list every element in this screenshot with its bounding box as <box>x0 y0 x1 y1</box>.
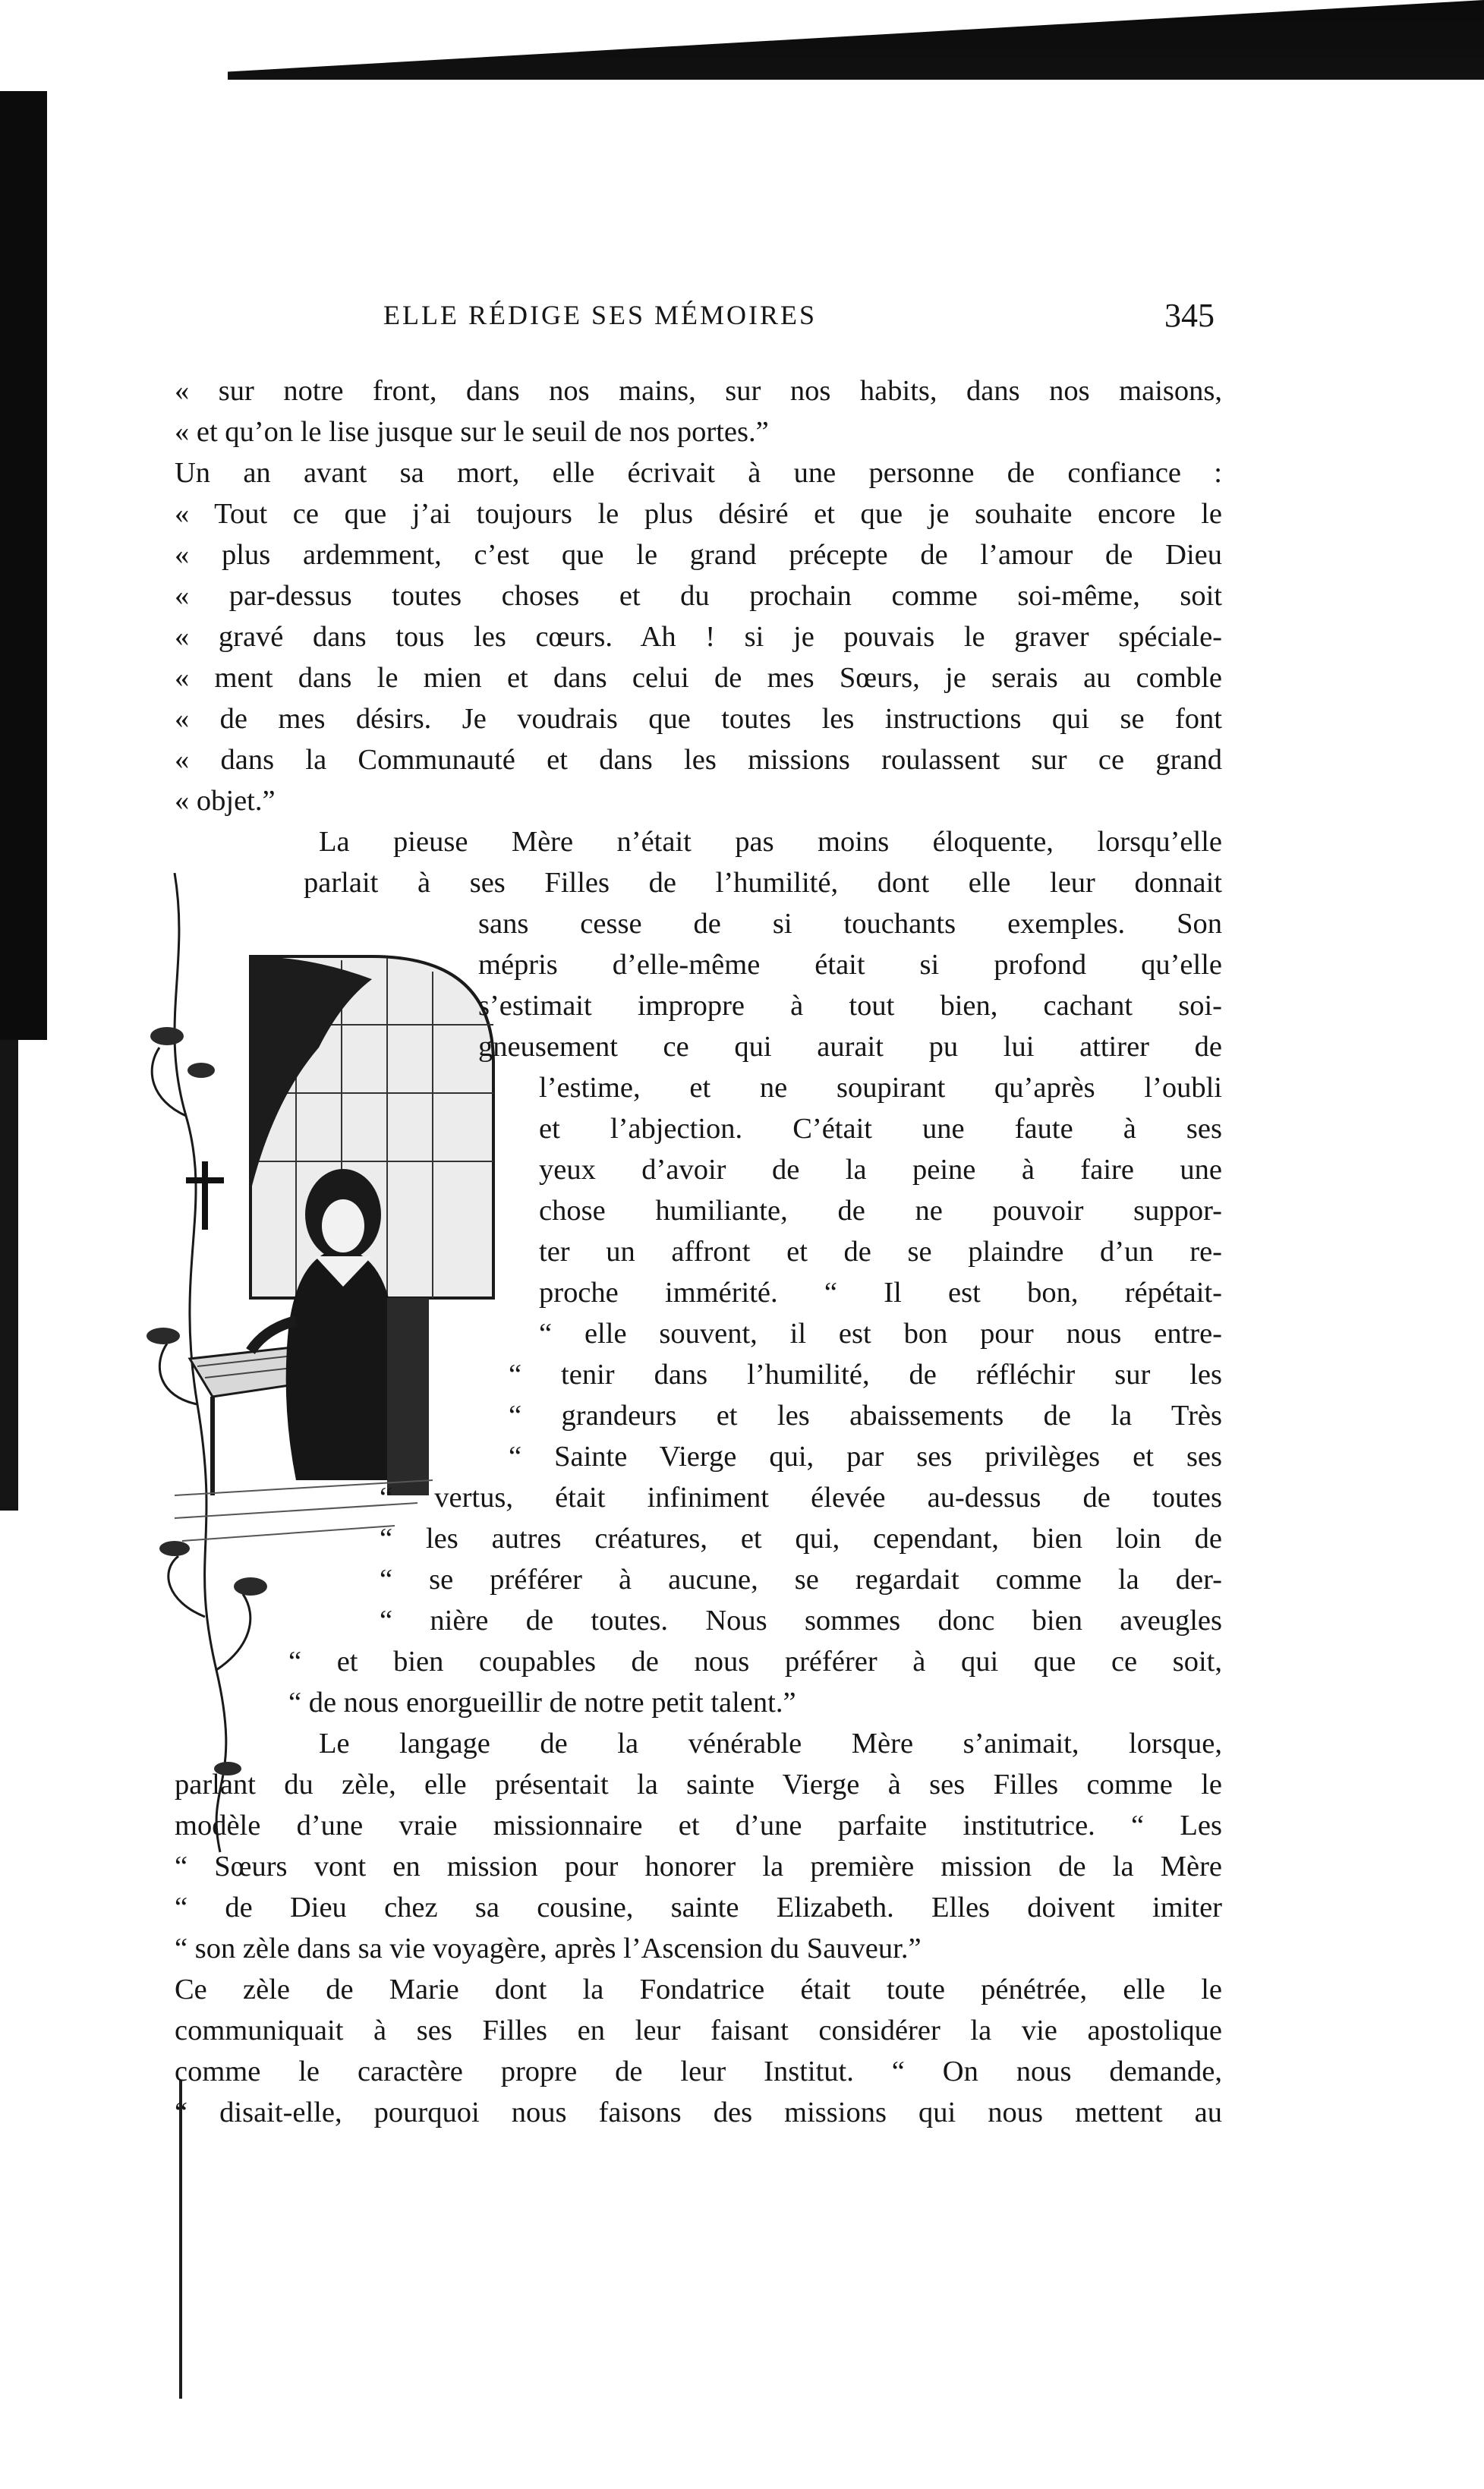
text-line: Ce zèle de Marie dont la Fondatrice était toute pénétrée, elle le <box>175 1974 1222 2005</box>
text-line: parlant du zèle, elle présentait la sainte Vierge à ses Filles comme le <box>175 1769 1222 1801</box>
text-line: “ grandeurs et les abaissements de la Très <box>509 1400 1222 1432</box>
text-line: “ elle souvent, il est bon pour nous entre- <box>539 1318 1222 1350</box>
text-line: « plus ardemment, c’est que le grand précepte de l’amour de Dieu <box>175 539 1222 571</box>
text-line: modèle d’une vraie missionnaire et d’une parfaite institutrice. “ Les <box>175 1810 1222 1842</box>
text-line: « sur notre front, dans nos mains, sur nos habits, dans nos maisons, <box>175 375 1222 407</box>
text-line: « Tout ce que j’ai toujours le plus désiré et que je souhaite encore le <box>175 498 1222 530</box>
running-head <box>383 296 1215 342</box>
text-line: chose humiliante, de ne pouvoir suppor- <box>539 1195 1222 1227</box>
text-line: comme le caractère propre de leur Institut. “ On nous demande, <box>175 2056 1222 2087</box>
running-head-title: ELLE RÉDIGE SES MÉMOIRES <box>383 300 817 330</box>
body-text <box>175 370 1222 2207</box>
text-line: et l’abjection. C’était une faute à ses <box>539 1113 1222 1145</box>
text-line: sans cesse de si touchants exemples. Son <box>478 908 1222 940</box>
text-line: « objet.” <box>175 785 276 817</box>
text-line: “ Sainte Vierge qui, par ses privilèges et ses <box>509 1441 1222 1473</box>
text-line: “ vertus, était infiniment élevée au-dessus de toutes <box>380 1482 1222 1514</box>
text-line: “ se préférer à aucune, se regardait comme la der- <box>380 1564 1222 1596</box>
text-line: communiquait à ses Filles en leur faisant considérer la vie apostolique <box>175 2015 1222 2046</box>
text-line: l’estime, et ne soupirant qu’après l’oubli <box>539 1072 1222 1104</box>
text-line: gneusement ce qui aurait pu lui attirer de <box>478 1031 1222 1063</box>
text-line: s’estimait impropre à tout bien, cachant soi- <box>478 990 1222 1022</box>
scan-border-left-lower <box>0 1040 18 1511</box>
text-line: « et qu’on le lise jusque sur le seuil de nos portes.” <box>175 416 769 448</box>
text-line: « ment dans le mien et dans celui de mes Sœurs, je serais au comble <box>175 662 1222 694</box>
text-line: Le langage de la vénérable Mère s’animait, lorsque, <box>319 1728 1222 1760</box>
text-line: “ Sœurs vont en mission pour honorer la première mission de la Mère <box>175 1851 1222 1883</box>
text-line: parlait à ses Filles de l’humilité, dont elle leur donnait <box>304 867 1222 899</box>
scan-border-top <box>228 0 1484 80</box>
page-number: 345 <box>1164 297 1215 334</box>
text-line: “ les autres créatures, et qui, cependant, bien loin de <box>380 1523 1222 1555</box>
text-line: Un an avant sa mort, elle écrivait à une personne de confiance : <box>175 457 1222 489</box>
text-line: yeux d’avoir de la peine à faire une <box>539 1154 1222 1186</box>
text-line: « dans la Communauté et dans les missions roulassent sur ce grand <box>175 744 1222 776</box>
text-line: “ et bien coupables de nous préférer à qui que ce soit, <box>288 1646 1222 1678</box>
text-line: “ de Dieu chez sa cousine, sainte Elizabeth. Elles doivent imiter <box>175 1892 1222 1923</box>
text-line: « gravé dans tous les cœurs. Ah ! si je pouvais le graver spéciale- <box>175 621 1222 653</box>
text-line: “ son zèle dans sa vie voyagère, après l’Ascension du Sauveur.” <box>175 1933 922 1964</box>
text-line: “ tenir dans l’humilité, de réfléchir sur les <box>509 1359 1222 1391</box>
text-line: « de mes désirs. Je voudrais que toutes les instructions qui se font <box>175 703 1222 735</box>
text-line: proche immérité. “ Il est bon, répétait- <box>539 1277 1222 1309</box>
text-line: mépris d’elle-même était si profond qu’elle <box>478 949 1222 981</box>
text-line: « par-dessus toutes choses et du prochain comme soi-même, soit <box>175 580 1222 612</box>
text-line: “ nière de toutes. Nous sommes donc bien aveugles <box>380 1605 1222 1637</box>
scan-border-left <box>0 91 47 1040</box>
text-line: ter un affront et de se plaindre d’un re- <box>539 1236 1222 1268</box>
text-line: La pieuse Mère n’était pas moins éloquente, lorsqu’elle <box>319 826 1222 858</box>
text-line: “ de nous enorgueillir de notre petit talent.” <box>288 1687 796 1719</box>
text-line: “ disait-elle, pourquoi nous faisons des missions qui nous mettent au <box>175 2097 1222 2128</box>
